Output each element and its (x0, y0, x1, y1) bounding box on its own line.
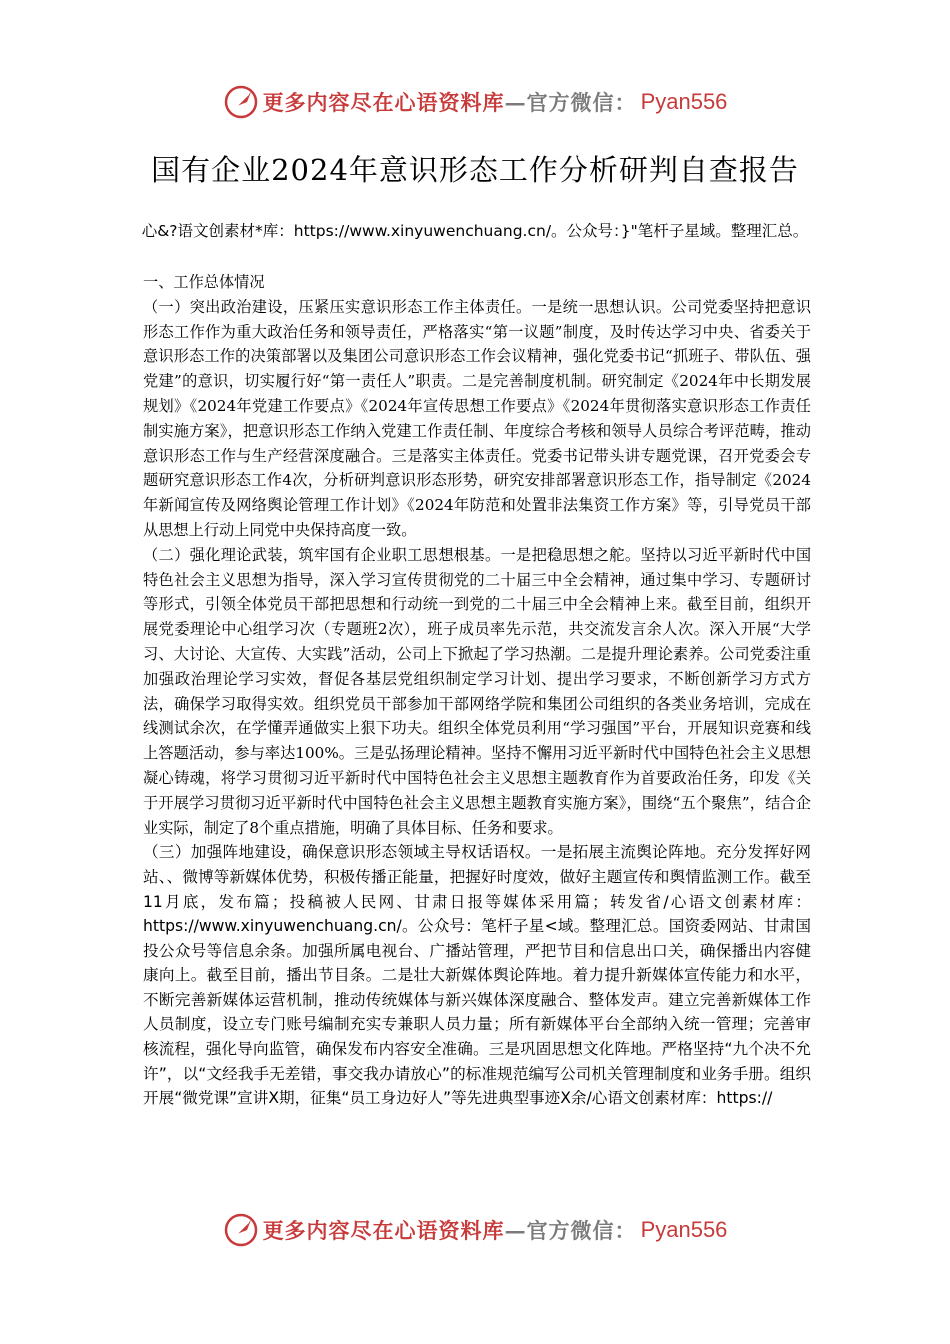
banner-main-text: 更多内容尽在心语资料库 (262, 90, 505, 115)
banner-dash: — (504, 89, 527, 115)
source-subtitle: 心&?语文创素材*库：https://www.xinyuwenchuang.cn/。公众号：}"笔杆子星域。整理汇总。 (141, 222, 809, 240)
paragraph-3: （三）加强阵地建设，确保意识形态领域主导权话语权。一是拓展主流舆论阵地。充分发挥好网站、、微博等新媒体优势，积极传播正能量，把握好时度效，做好主题宣传和舆情监测工作。截至11月底，发布篇；投稿被人民网、甘肃日报等媒体采用篇；转发省/心语文创素材库：https://www.xinyuwenchuang.cn/。公众号：笔杆子星<域。整理汇总。国资委网站、甘肃国投公众号等信息余条。加强所属电视台、广播站管理，严把节目和信息出口关，确保播出内容健康向上。截至目前，播出节目条。二是壮大新媒体舆论阵地。着力提升新媒体宣传能力和水平，不断完善新媒体运营机制，推动传统媒体与新兴媒体深度融合、整体发声。建立完善新媒体工作人员制度，设立专门账号编制充实专兼职人员力量；所有新媒体平台全部纳入统一管理；完善审核流程，强化导向监管，确保发布内容安全准确。三是巩固思想文化阵地。严格坚持“九个决不允许”，以“文经我手无差错，事交我办请放心”的标准规范编写公司机关管理制度和业务手册。组织开展“微党课”宣讲X期，征集“员工身边好人”等先进典型事迹X余/心语文创素材库：https:// (143, 843, 811, 1108)
header-banner (0, 82, 950, 122)
section-heading: 一、工作总体情况 (143, 273, 265, 291)
banner-main-text: 更多内容尽在心语资料库 (262, 1218, 505, 1243)
banner-wechat-label: 官方微信： (526, 90, 637, 115)
paragraph-2: （二）强化理论武装，筑牢国有企业职工思想根基。一是把稳思想之舵。坚持以习近平新时代中国特色社会主义思想为指导，深入学习宣传贯彻党的二十届三中全会精神，通过集中学习、专题研讨等形式，引领全体党员干部把思想和行动统一到党的二十届三中全会精神上来。截至目前，组织开展党委理论中心组学习次（专题班2次），班子成员率先示范，共交流发言余人次。深入开展“大学习、大讨论、大宣传、大实践”活动，公司上下掀起了学习热潮。二是提升理论素养。公司党委注重加强政治理论学习实效，督促各基层党组织制定学习计划、提出学习要求，不断创新学习方式方法，确保学习取得实效。组织党员干部参加干部网络学院和集团公司组织的各类业务培训，完成在线测试余次，在学懂弄通做实上狠下功夫。组织全体党员利用“学习强国”平台，开展知识竞赛和线上答题活动，参与率达100%。三是弘扬理论精神。坚持不懈用习近平新时代中国特色社会主义思想凝心铸魂，将学习贯彻习近平新时代中国特色社会主义思想主题教育作为首要政治任务，印发《关于开展学习贯彻习近平新时代中国特色社会主义思想主题教育实施方案》，围绕“五个聚焦”，结合企业实际，制定了8个重点措施，明确了具体目标、任务和要求。 (143, 545, 811, 837)
banner-wechat-label: 官方微信： (526, 1218, 637, 1243)
paragraph-1: （一）突出政治建设，压紧压实意识形态工作主体责任。一是统一思想认识。公司党委坚持把意识形态工作作为重大政治任务和领导责任，严格落实“第一议题”制度，及时传达学习中央、省委关于意识形态工作的决策部署以及集团公司意识形态工作会议精神，强化党委书记“抓班子、带队伍、强党建”的意识，切实履行好“第一责任人”职责。二是完善制度机制。研究制定《2024年中长期发展规划》《2024年党建工作要点》《2024年宣传思想工作要点》《2024年贯彻落实意识形态工作责任制实施方案》，把意识形态工作纳入党建工作责任制、年度综合考核和领导人员综合考评范畴，推动意识形态工作与生产经营深度融合。三是落实主体责任。党委书记带头讲专题党课，召开党委会专题研究意识形态工作4次，分析研判意识形态形势，研究安排部署意识形态工作，指导制定《2024年新闻宣传及网络舆论管理工作计划》《2024年防范和处置非法集资工作方案》等，引导党员干部从思想上行动上同党中央保持高度一致。 (143, 297, 811, 539)
page-title: 国有企业2024年意识形态工作分析研判自查报告 (151, 153, 799, 187)
footer-banner (0, 1210, 950, 1250)
banner-wechat-id: Pyan556 (640, 1217, 728, 1242)
quill-logo-icon (223, 84, 259, 120)
banner-wechat-id: Pyan556 (640, 89, 728, 114)
banner-dash: — (504, 1217, 527, 1243)
quill-logo-icon (223, 1212, 259, 1248)
document-body (143, 270, 811, 1111)
